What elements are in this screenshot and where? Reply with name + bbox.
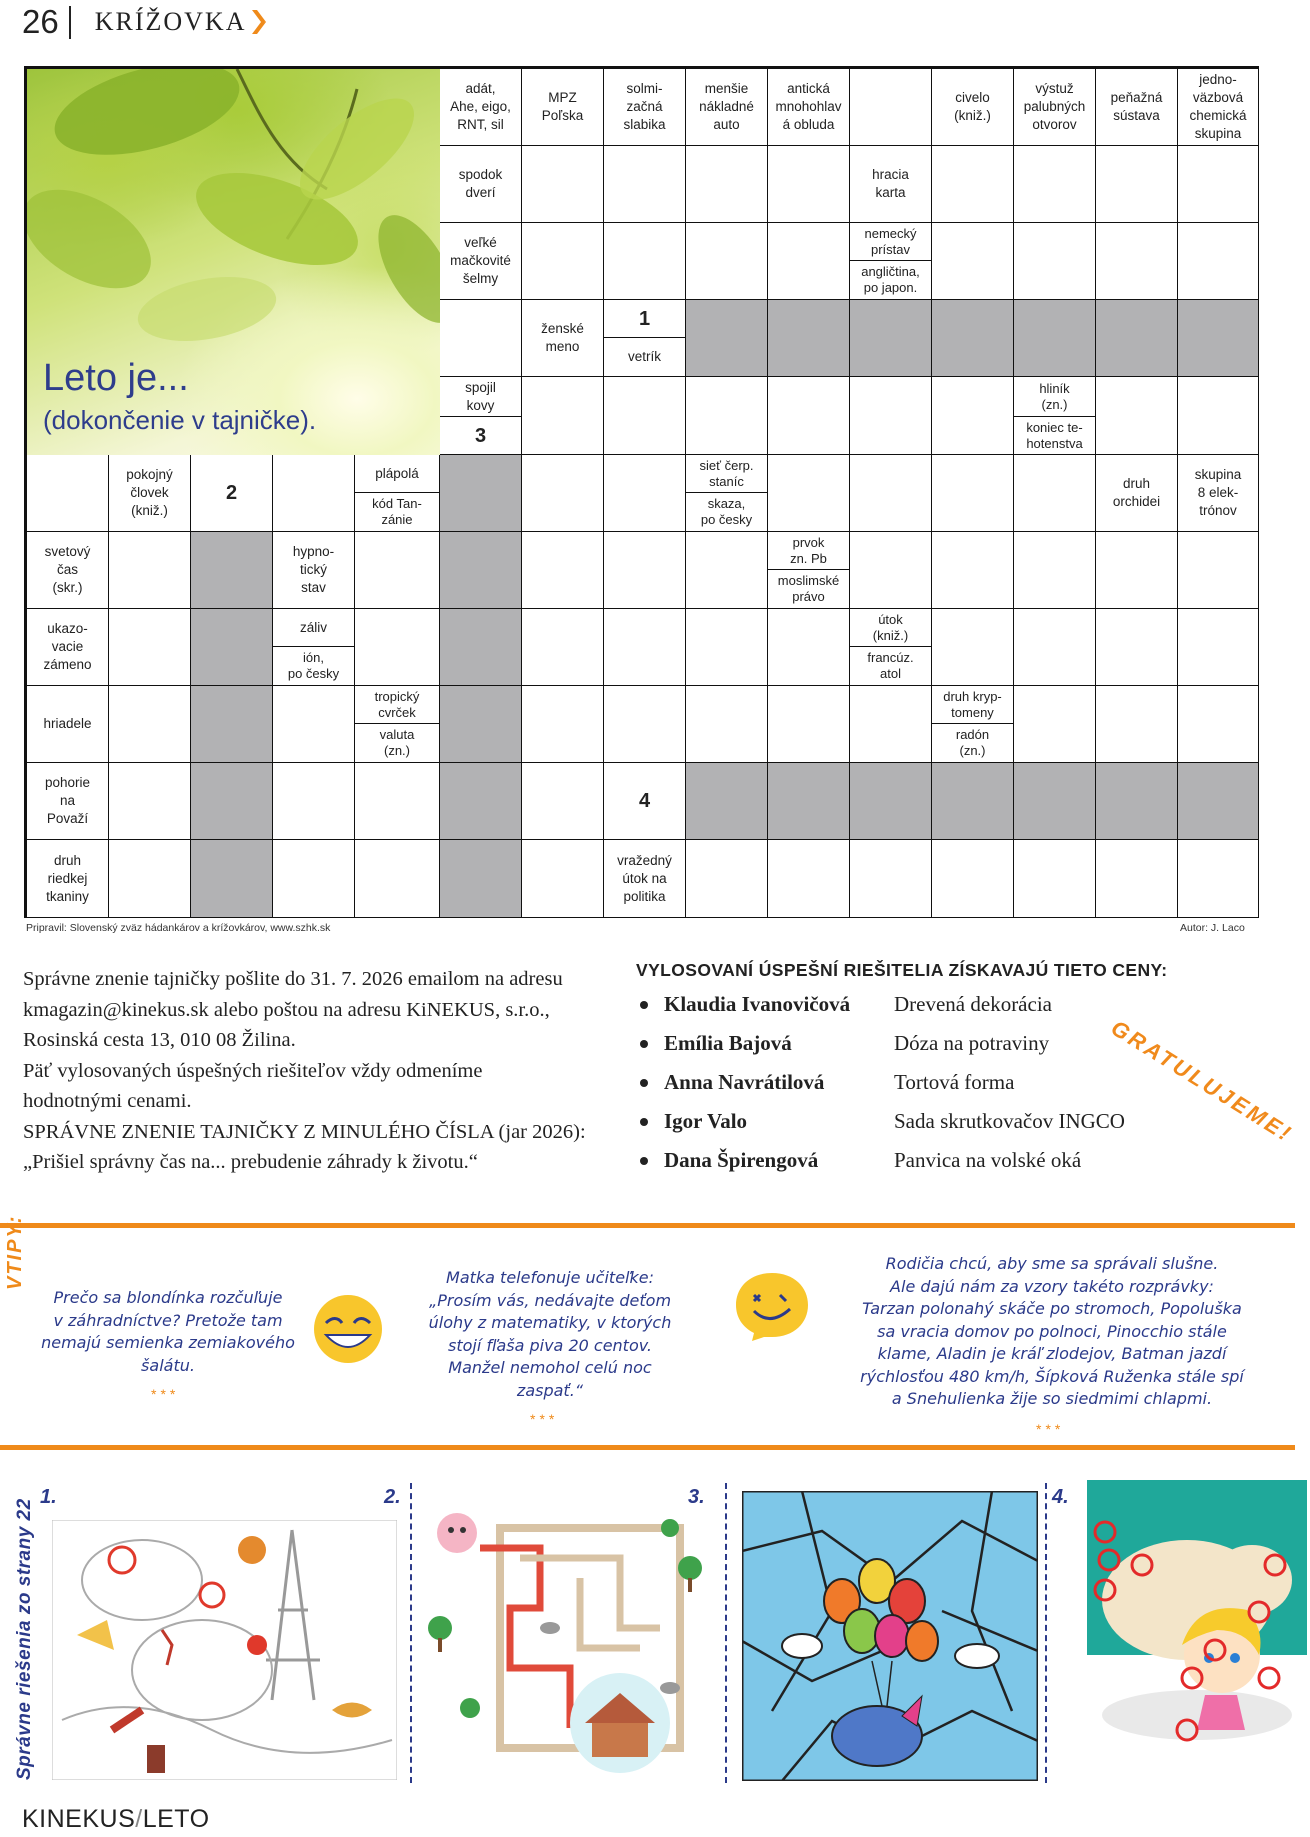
solution-number: 1. <box>40 1486 57 1508</box>
blocked-cell <box>191 840 273 918</box>
clue-cell: veľké mačkovité šelmy <box>440 223 522 300</box>
clue-cell: záliv <box>273 609 355 647</box>
answer-cell[interactable] <box>1014 686 1096 763</box>
answer-cell[interactable] <box>932 377 1014 455</box>
bullet-icon <box>640 1157 648 1165</box>
clue-cell: adát, Ahe, eigo, RNT, sil <box>440 69 522 146</box>
answer-cell[interactable] <box>686 377 768 455</box>
clue-cell: menšie nákladné auto <box>686 69 768 146</box>
photo-title: Leto je... <box>43 357 189 399</box>
clue-cell: nemecký prístav <box>850 223 932 261</box>
joke-separator: *** <box>1036 1421 1065 1437</box>
bullet-icon <box>640 1040 648 1048</box>
blocked-cell <box>1014 300 1096 377</box>
orange-divider-top <box>0 1223 1295 1228</box>
grinning-emoji-icon <box>312 1293 384 1365</box>
clue-cell: skaza, po česky <box>686 493 768 532</box>
answer-cell[interactable] <box>686 146 768 223</box>
answer-cell[interactable] <box>850 532 932 609</box>
answer-cell[interactable] <box>604 609 686 686</box>
instructions-text <box>23 964 613 1178</box>
winking-emoji-icon <box>734 1271 810 1341</box>
clue-cell: spodok dverí <box>440 146 522 223</box>
joke-separator: *** <box>151 1386 180 1402</box>
clue-cell: francúz. atol <box>850 647 932 686</box>
jokes-label: VTIPY: <box>4 1214 26 1290</box>
clue-cell: hliník (zn.) <box>1014 377 1096 417</box>
answer-cell[interactable] <box>768 146 850 223</box>
answer-cell[interactable] <box>1014 223 1096 300</box>
blocked-cell <box>1014 763 1096 840</box>
answer-cell[interactable] <box>768 223 850 300</box>
winner-prize: Panvica na volské oká <box>894 1148 1082 1172</box>
clue-cell: hypno- tický stav <box>273 532 355 609</box>
answer-cell[interactable] <box>522 609 604 686</box>
bullet-icon <box>640 1118 648 1126</box>
answer-cell[interactable] <box>1178 223 1259 300</box>
answer-cell[interactable] <box>109 763 191 840</box>
clue-cell: tropický cvrček <box>355 686 440 724</box>
clue-cell: pohorie na Považí <box>27 763 109 840</box>
blocked-cell <box>850 763 932 840</box>
winner-prize: Drevená dekorácia <box>894 992 1052 1016</box>
answer-cell[interactable] <box>1096 532 1178 609</box>
blocked-cell <box>191 532 273 609</box>
winner-name: Dana Špirengová <box>664 1148 819 1172</box>
answer-cell[interactable] <box>1014 532 1096 609</box>
winner-row <box>636 1063 1236 1102</box>
clue-cell: vražedný útok na politika <box>604 840 686 918</box>
header-divider <box>69 6 71 39</box>
bullet-icon <box>640 1079 648 1087</box>
winner-row <box>636 1102 1236 1141</box>
answer-cell[interactable] <box>850 377 932 455</box>
answer-cell[interactable] <box>604 146 686 223</box>
blocked-cell <box>768 300 850 377</box>
answer-cell[interactable] <box>604 223 686 300</box>
answer-cell[interactable] <box>1178 840 1259 918</box>
clue-cell: prvok zn. Pb <box>768 532 850 570</box>
footer-slash: / <box>135 1805 143 1833</box>
answer-cell[interactable] <box>1178 532 1259 609</box>
page-number: 26 <box>22 3 59 40</box>
joke-1: Prečo sa blondínka rozčuľuje v záhradníctve? Pretože tam nemajú semienka zemiakového šalátu. <box>41 1288 295 1375</box>
answer-cell[interactable] <box>850 69 932 146</box>
blocked-cell <box>1178 300 1259 377</box>
answer-cell[interactable] <box>1096 840 1178 918</box>
blocked-cell <box>686 763 768 840</box>
answer-cell[interactable] <box>850 455 932 532</box>
clue-cell: ukazo- vacie zámeno <box>27 609 109 686</box>
clue-cell: hracia karta <box>850 146 932 223</box>
answer-cell[interactable] <box>1014 146 1096 223</box>
answer-cell[interactable] <box>273 686 355 763</box>
secret-number-4: 4 <box>604 763 686 840</box>
blocked-cell <box>440 840 522 918</box>
answer-cell[interactable] <box>1178 609 1259 686</box>
answer-cell[interactable] <box>1014 609 1096 686</box>
answer-cell[interactable] <box>355 840 440 918</box>
clue-cell: antická mnohohlav á obluda <box>768 69 850 146</box>
secret-number-3: 3 <box>440 417 522 455</box>
clue-cell: ženské meno <box>522 300 604 377</box>
clue-cell: druh orchidei <box>1096 455 1178 532</box>
answer-cell[interactable] <box>1014 840 1096 918</box>
blocked-cell <box>440 532 522 609</box>
blocked-cell <box>191 763 273 840</box>
answer-cell[interactable] <box>522 377 604 455</box>
answer-cell[interactable] <box>273 763 355 840</box>
photo-subtitle: (dokončenie v tajničke). <box>43 405 317 435</box>
answer-cell[interactable] <box>522 840 604 918</box>
dashed-separator <box>725 1483 727 1783</box>
blocked-cell <box>1178 763 1259 840</box>
solution-number: 2. <box>384 1486 401 1508</box>
answer-cell[interactable] <box>604 455 686 532</box>
crossword-grid <box>24 66 1259 918</box>
clue-cell: svetový čas (skr.) <box>27 532 109 609</box>
joke-3: Rodičia chcú, aby sme sa správali slušne. Ale dajú nám za vzory takéto rozprávky: Tarzan polonahý skáče po stromoch, Popoluška sa vracia domov po polnoci, Pinocchio stále klame, Aladin je kráľ zlodejov, Batman jazdí rýchlosťou 480 km/h, Šípková Ruženka stále spí a Snehulienka žije so siedmimi chlapmi. <box>860 1254 1244 1408</box>
clue-cell: radón (zn.) <box>932 724 1014 763</box>
blocked-cell <box>768 763 850 840</box>
answer-cell[interactable] <box>1178 377 1259 455</box>
answer-cell[interactable] <box>604 686 686 763</box>
clue-cell: druh riedkej tkaniny <box>27 840 109 918</box>
answer-cell[interactable] <box>355 532 440 609</box>
answer-cell[interactable] <box>932 532 1014 609</box>
answer-cell[interactable] <box>522 532 604 609</box>
answer-cell[interactable] <box>109 686 191 763</box>
secret-number-1: 1 <box>604 300 686 338</box>
clue-cell: plápolá <box>355 455 440 493</box>
answer-cell[interactable] <box>522 763 604 840</box>
solution-1-paris-picture <box>52 1520 397 1780</box>
credit-right: Autor: J. Laco <box>1180 922 1245 934</box>
winner-prize: Dóza na potraviny <box>894 1031 1050 1055</box>
answer-cell[interactable] <box>604 377 686 455</box>
footer-brand <box>22 1805 210 1834</box>
answer-cell[interactable] <box>1096 146 1178 223</box>
answer-cell[interactable] <box>850 686 932 763</box>
clue-cell: valuta (zn.) <box>355 724 440 763</box>
clue-cell: skupina 8 elek- trónov <box>1178 455 1259 532</box>
blocked-cell <box>1096 300 1178 377</box>
dashed-separator <box>410 1483 412 1783</box>
clue-cell: spojil kovy <box>440 377 522 417</box>
answer-cell[interactable] <box>522 223 604 300</box>
answer-cell[interactable] <box>768 609 850 686</box>
clue-cell: MPZ Poľska <box>522 69 604 146</box>
instruction-line: Päť vylosovaných úspešných riešiteľov vždy odmeníme <box>23 1059 483 1082</box>
answer-cell[interactable] <box>1096 609 1178 686</box>
solution-4-girl-dog-picture <box>1087 1480 1307 1750</box>
answer-cell[interactable] <box>1178 686 1259 763</box>
instruction-line: SPRÁVNE ZNENIE TAJNIČKY Z MINULÉHO ČÍSLA (jar 2026): <box>23 1120 586 1143</box>
blocked-cell <box>191 686 273 763</box>
solution-number: 4. <box>1052 1486 1069 1508</box>
blocked-cell <box>440 455 522 532</box>
answer-cell[interactable] <box>273 840 355 918</box>
answer-cell[interactable] <box>768 377 850 455</box>
brand-name: KINEKUS <box>22 1805 136 1833</box>
winner-name: Emília Bajová <box>664 1031 792 1055</box>
blocked-cell <box>686 300 768 377</box>
answer-cell[interactable] <box>1096 686 1178 763</box>
clue-cell: druh kryp- tomeny <box>932 686 1014 724</box>
answer-cell[interactable] <box>768 840 850 918</box>
clue-cell: solmi- začná slabika <box>604 69 686 146</box>
clue-cell: angličtina, po japon. <box>850 261 932 300</box>
answer-cell[interactable] <box>932 455 1014 532</box>
answer-cell[interactable] <box>522 455 604 532</box>
bullet-icon <box>640 1001 648 1009</box>
instruction-line: „Prišiel správny čas na... prebudenie záhrady k životu.“ <box>23 1151 478 1173</box>
answer-cell[interactable] <box>1178 146 1259 223</box>
blocked-cell <box>440 686 522 763</box>
answer-cell[interactable] <box>1014 455 1096 532</box>
joke-2: Matka telefonuje učiteľke: „Prosím vás, nedávajte deťom úlohy z matematiky, v ktorých stojí fľaša piva 20 centov. Manžel nemohol celú noc zaspať.“ <box>428 1268 672 1400</box>
section-title: KRÍŽOVKA <box>94 7 247 36</box>
winner-name: Klaudia Ivanovičová <box>664 992 851 1016</box>
solutions-label: Správne riešenia zo strany 22 <box>14 1498 35 1780</box>
winner-prize: Tortová forma <box>894 1070 1015 1094</box>
answer-cell[interactable] <box>932 840 1014 918</box>
secret-number-2: 2 <box>191 455 273 532</box>
answer-cell[interactable] <box>768 686 850 763</box>
blocked-cell <box>1096 763 1178 840</box>
clue-cell: hriadele <box>27 686 109 763</box>
answer-cell[interactable] <box>355 609 440 686</box>
instruction-line: hodnotnými cenami. <box>23 1090 192 1112</box>
clue-cell: útok (kniž.) <box>850 609 932 647</box>
winner-name: Igor Valo <box>664 1109 748 1133</box>
answer-cell[interactable] <box>686 532 768 609</box>
instruction-line: Správne znenie tajničky pošlite do 31. 7. 2026 emailom na adresu <box>23 968 563 990</box>
clue-cell: moslimské právo <box>768 570 850 609</box>
blocked-cell <box>191 609 273 686</box>
orange-divider-bottom <box>0 1445 1295 1450</box>
answer-cell[interactable] <box>109 609 191 686</box>
answer-cell[interactable] <box>27 455 109 532</box>
answer-cell[interactable] <box>686 609 768 686</box>
answer-cell[interactable] <box>604 532 686 609</box>
clue-cell: jedno- väzbová chemická skupina <box>1178 69 1259 146</box>
joke-separator: *** <box>530 1411 559 1427</box>
winner-name: Anna Navrátilová <box>664 1070 825 1094</box>
congrats-label: GRATULUJEME! <box>1106 1015 1298 1148</box>
blocked-cell <box>932 763 1014 840</box>
answer-cell[interactable] <box>686 840 768 918</box>
answer-cell[interactable] <box>522 686 604 763</box>
clue-cell: kód Tan- zánie <box>355 493 440 532</box>
prize-winners <box>636 960 1236 1180</box>
answer-cell[interactable] <box>768 455 850 532</box>
solution-2-maze-picture <box>420 1488 720 1783</box>
winner-row <box>636 1141 1236 1180</box>
winner-prize: Sada skrutkovačov INGCO <box>894 1109 1125 1133</box>
clue-cell: peňažná sústava <box>1096 69 1178 146</box>
answer-cell[interactable] <box>273 455 355 532</box>
answer-cell[interactable] <box>932 146 1014 223</box>
clue-cell: vetrík <box>604 338 686 377</box>
solution-number: 3. <box>688 1486 705 1508</box>
clue-cell: výstuž palubných otvorov <box>1014 69 1096 146</box>
clue-cell: ión, po česky <box>273 647 355 686</box>
answer-cell[interactable] <box>932 609 1014 686</box>
issue-name: LETO <box>142 1805 210 1833</box>
answer-cell[interactable] <box>440 300 522 377</box>
answer-cell[interactable] <box>109 532 191 609</box>
answer-cell[interactable] <box>686 223 768 300</box>
clue-cell: koniec te- hotenstva <box>1014 417 1096 455</box>
answer-cell[interactable] <box>522 146 604 223</box>
clue-cell: pokojný človek (kniž.) <box>109 455 191 532</box>
dashed-separator <box>1045 1483 1047 1783</box>
clue-cell: civelo (kniž.) <box>932 69 1014 146</box>
clue-cell: sieť čerp. staníc <box>686 455 768 493</box>
blocked-cell <box>440 609 522 686</box>
answer-cell[interactable] <box>109 840 191 918</box>
instruction-line: Rosinská cesta 13, 010 08 Žilina. <box>23 1029 296 1051</box>
credit-left: Pripravil: Slovenský zväz hádankárov a krížovkárov, www.szhk.sk <box>26 922 331 934</box>
answer-cell[interactable] <box>850 840 932 918</box>
page-header <box>22 4 266 40</box>
answer-cell[interactable] <box>355 763 440 840</box>
winner-row <box>636 985 1236 1024</box>
answer-cell[interactable] <box>1096 377 1178 455</box>
solution-3-balloons-picture <box>742 1491 1038 1781</box>
answer-cell[interactable] <box>686 686 768 763</box>
chevron-right-icon <box>252 9 266 35</box>
answer-cell[interactable] <box>932 223 1014 300</box>
blocked-cell <box>440 763 522 840</box>
answer-cell[interactable] <box>1096 223 1178 300</box>
email-link[interactable]: kmagazin@kinekus.sk alebo poštou na adresu KiNEKUS, s.r.o., <box>23 998 550 1021</box>
blocked-cell <box>850 300 932 377</box>
prizes-heading: VYLOSOVANÍ ÚSPEŠNÍ RIEŠITELIA ZÍSKAVAJÚ TIETO CENY: <box>636 960 1168 980</box>
blocked-cell <box>932 300 1014 377</box>
summer-leaves-photo <box>27 69 440 455</box>
